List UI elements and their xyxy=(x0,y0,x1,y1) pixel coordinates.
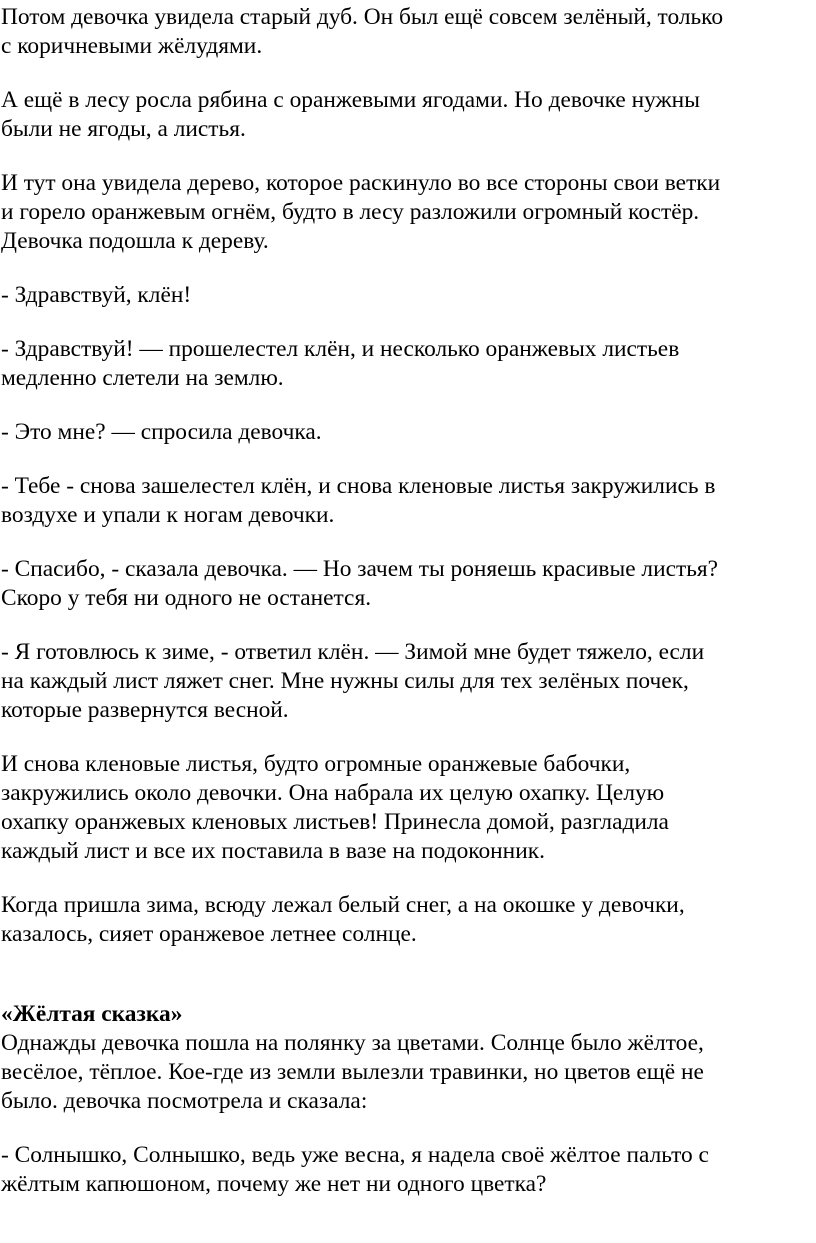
dialogue-line: - Солнышко, Солнышко, ведь уже весна, я надела своё жёлтое пальто с жёлтым капюшоном, почему же нет ни одного цветка? xyxy=(1,1142,709,1197)
paragraph: И тут она увидела дерево, которое раскинуло во все стороны свои ветки и горело оранжевым огнём, будто в лесу разложили огромный костёр. Девочка подошла к дереву. xyxy=(1,170,721,254)
paragraph: Однажды девочка пошла на полянку за цветами. Солнце было жёлтое, весёлое, тёплое. Кое-где из земли вылезли травинки, но цветов ещё не было. девочка посмотрела и сказала: xyxy=(1,1030,704,1114)
dialogue-line: - Я готовлюсь к зиме, - ответил клён. — Зимой мне будет тяжело, если на каждый лист ляжет снег. Мне нужны силы для тех зелёных почек, которые развернутся весной. xyxy=(1,639,705,723)
paragraph: Потом девочка увидела старый дуб. Он был ещё совсем зелёный, только с коричневыми жёлудями. xyxy=(1,4,724,59)
dialogue-line: - Спасибо, - сказала девочка. — Но зачем ты роняешь красивые листья? Скоро у тебя ни одного не останется. xyxy=(1,556,719,611)
dialogue-line: - Это мне? — спросила девочка. xyxy=(1,419,322,445)
blank-line xyxy=(1,974,816,1000)
story-title: «Жёлтая сказка» xyxy=(1,1001,183,1027)
paragraph: И снова кленовые листья, будто огромные оранжевые бабочки, закружились около девочки. Она набрала их целую охапку. Целую охапку оранжевых кленовых листьев! Принесла домой, разгладила каждый лист и все их поставила в вазе на подоконник. xyxy=(1,751,669,864)
paragraph: Когда пришла зима, всюду лежал белый снег, а на окошке у девочки, казалось, сияет оранжевое летнее солнце. xyxy=(1,892,685,947)
dialogue-line: - Здравствуй! — прошелестел клён, и несколько оранжевых листьев медленно слетели на землю. xyxy=(1,336,680,391)
dialogue-line: - Тебе - снова зашелестел клён, и снова кленовые листья закружились в воздухе и упали к ногам девочки. xyxy=(1,473,716,528)
dialogue-line: - Здравствуй, клён! xyxy=(1,282,192,308)
paragraph: А ещё в лесу росла рябина с оранжевыми ягодами. Но девочке нужны были не ягоды, а листья. xyxy=(1,87,700,142)
